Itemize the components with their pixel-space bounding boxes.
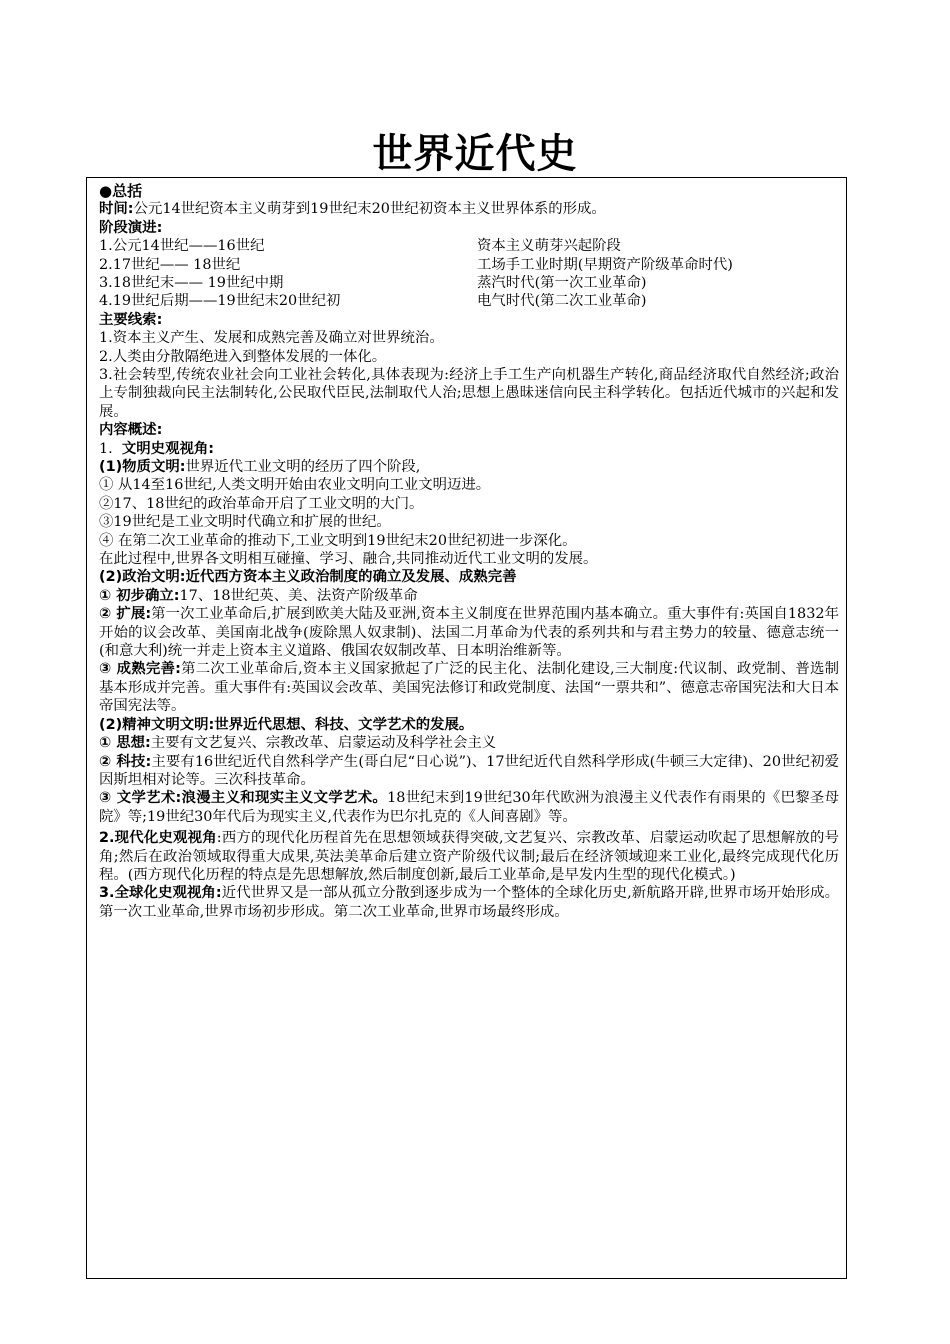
civilization-heading-num: 1.: [99, 440, 113, 457]
globalization-paragraph: [99, 884, 839, 921]
political-item-text: 17、18世纪英、美、法资产阶级革命: [179, 587, 418, 604]
stage-row: [99, 237, 839, 255]
political-heading: (2)政治文明:近代西方资本主义政治制度的确立及发展、成熟完善: [99, 569, 517, 586]
time-paragraph: [99, 200, 839, 218]
material-item: ③19世纪是工业文明时代确立和扩展的世纪。: [99, 514, 391, 531]
material-intro: [99, 458, 839, 476]
threads-label: 主要线索:: [99, 311, 163, 328]
time-label: 时间:: [99, 201, 134, 218]
civilization-heading-text: 文明史观视角:: [121, 440, 214, 457]
material-item: ④ 在第二次工业革命的推动下,工业文明到19世纪末20世纪初进一步深化。: [99, 532, 577, 549]
stage-desc: 资本主义萌芽兴起阶段: [477, 238, 621, 255]
spiritual-item-text: 主要有文艺复兴、宗教改革、启蒙运动及科学社会主义: [150, 735, 497, 752]
political-item-label: ② 扩展:: [99, 606, 152, 623]
stage-row: [99, 292, 839, 310]
material-item: 在此过程中,世界各文明相互碰撞、学习、融合,共同推动近代工业文明的发展。: [99, 551, 598, 568]
modernization-label: 2.现代化史观视角: [99, 830, 217, 847]
material-item: ① 从14至16世纪,人类文明开始由农业文明向工业文明迈进。: [99, 477, 491, 494]
thread-item: 2.人类由分散隔绝进入到整体发展的一体化。: [99, 348, 387, 365]
page-title: 世界近代史: [372, 131, 578, 177]
stages-label: 阶段演进:: [99, 219, 163, 236]
globalization-text: 近代世界又是一部从孤立分散到逐步成为一个整体的全球化历史,新航路开辟,世界市场开始形成。第一次工业革命,世界市场初步形成。第二次工业革命,世界市场最终形成。: [99, 885, 839, 920]
globalization-label: 3.全球化史观视角:: [99, 885, 222, 902]
stage-period: 3.18世纪末—— 19世纪中期: [99, 275, 284, 291]
stage-desc: 工场手工业时期(早期资产阶级革命时代): [477, 256, 733, 273]
political-item-text: 第二次工业革命后,资本主义国家掀起了广泛的民主化、法制化建设,三大制度:代议制、政党制、普选制基本形成并完善。重大事件有:英国议会改革、美国宪法修订和政党制度、法国“一票共和”、德意志帝国宪法和大日本帝国宪法等。: [99, 661, 839, 715]
stage-period: 2.17世纪—— 18世纪: [99, 256, 241, 273]
stage-row: [99, 274, 839, 292]
political-item-text: 第一次工业革命后,扩展到欧美大陆及亚洲,资本主义制度在世界范围内基本确立。重大事件有:英国自1832年开始的议会改革、美国南北战争(废除黑人奴隶制)、法国二月革命为代表的系列共和与君主势力的较量、德意志统一(和意大利)统一并走上资本主义道路、俄国农奴制改革、日本明治维新等。: [99, 606, 839, 660]
spiritual-item: [99, 734, 839, 752]
stage-period: 1.公元14世纪——16世纪: [99, 238, 265, 255]
overview-label: 内容概述:: [99, 422, 163, 439]
material-item: ②17、18世纪的政治革命开启了工业文明的大门。: [99, 495, 424, 512]
political-item-label: ③ 成熟完善:: [99, 661, 181, 678]
spiritual-heading: (2)精神文明文明:世界近代思想、科技、文学艺术的发展。: [99, 716, 474, 733]
stage-desc: 蒸汽时代(第一次工业革命): [477, 275, 647, 291]
material-intro-text: 世界近代工业文明的经历了四个阶段,: [185, 459, 421, 476]
stage-desc: 电气时代(第二次工业革命): [477, 293, 647, 310]
stage-period: 4.19世纪后期——19世纪末20世纪初: [99, 293, 341, 310]
spiritual-item-label: ③ 文学艺术:浪漫主义和现实主义文学艺术。: [99, 790, 388, 807]
political-item: [99, 660, 839, 715]
material-label: (1)物质文明:: [99, 459, 186, 476]
spiritual-item-text: 主要有16世纪近代自然科学产生(哥白尼“日心说”)、17世纪近代自然科学形成(牛顿三大定律)、20世纪初爱因斯坦相对论等。三次科技革命。: [99, 753, 840, 788]
modernization-text: :西方的现代化历程首先在思想领域获得突破,文艺复兴、宗教改革、启蒙运动吹起了思想解放的号角;然后在政治领域取得重大成果,英法美革命后建立资产阶级代议制;最后在经济领域迎来工业化,最终完成现代化历程。(西方现代化历程的特点是先思想解放,然后制度创新,最后工业革命,是早发内生型的现代化模式。): [99, 830, 839, 883]
spiritual-item-label: ② 科技:: [99, 753, 152, 770]
content-body: [99, 182, 839, 921]
summary-heading: ●总括: [99, 182, 143, 200]
civilization-heading: [99, 440, 839, 458]
spiritual-item-text: 18世纪末到19世纪30年代欧洲为浪漫主义代表作有雨果的《巴黎圣母院》等;19世纪30年代后为现实主义,代表作为巴尔扎克的《人间喜剧》等。: [99, 790, 840, 825]
content-box: [86, 177, 847, 1279]
thread-item: 3.社会转型,传统农业社会向工业社会转化,具体表现为:经济上手工生产向机器生产转化,商品经济取代自然经济;政治上专制独裁向民主法制转化,公民取代臣民,法制取代人治;思想上愚昧迷信向民主科学转化。包括近代城市的兴起和发展。: [99, 367, 839, 420]
spiritual-item-label: ① 思想:: [99, 735, 151, 752]
spiritual-item: [99, 753, 839, 790]
political-item: [99, 587, 839, 605]
thread-item: 1.资本主义产生、发展和成熟完善及确立对世界统治。: [99, 330, 444, 347]
modernization-paragraph: [99, 829, 839, 884]
stage-row: [99, 256, 839, 274]
spiritual-item: [99, 789, 839, 826]
time-text: 公元14世纪资本主义萌芽到19世纪末20世纪初资本主义世界体系的形成。: [133, 201, 606, 218]
political-item-label: ① 初步确立:: [99, 587, 180, 604]
political-item: [99, 605, 839, 660]
